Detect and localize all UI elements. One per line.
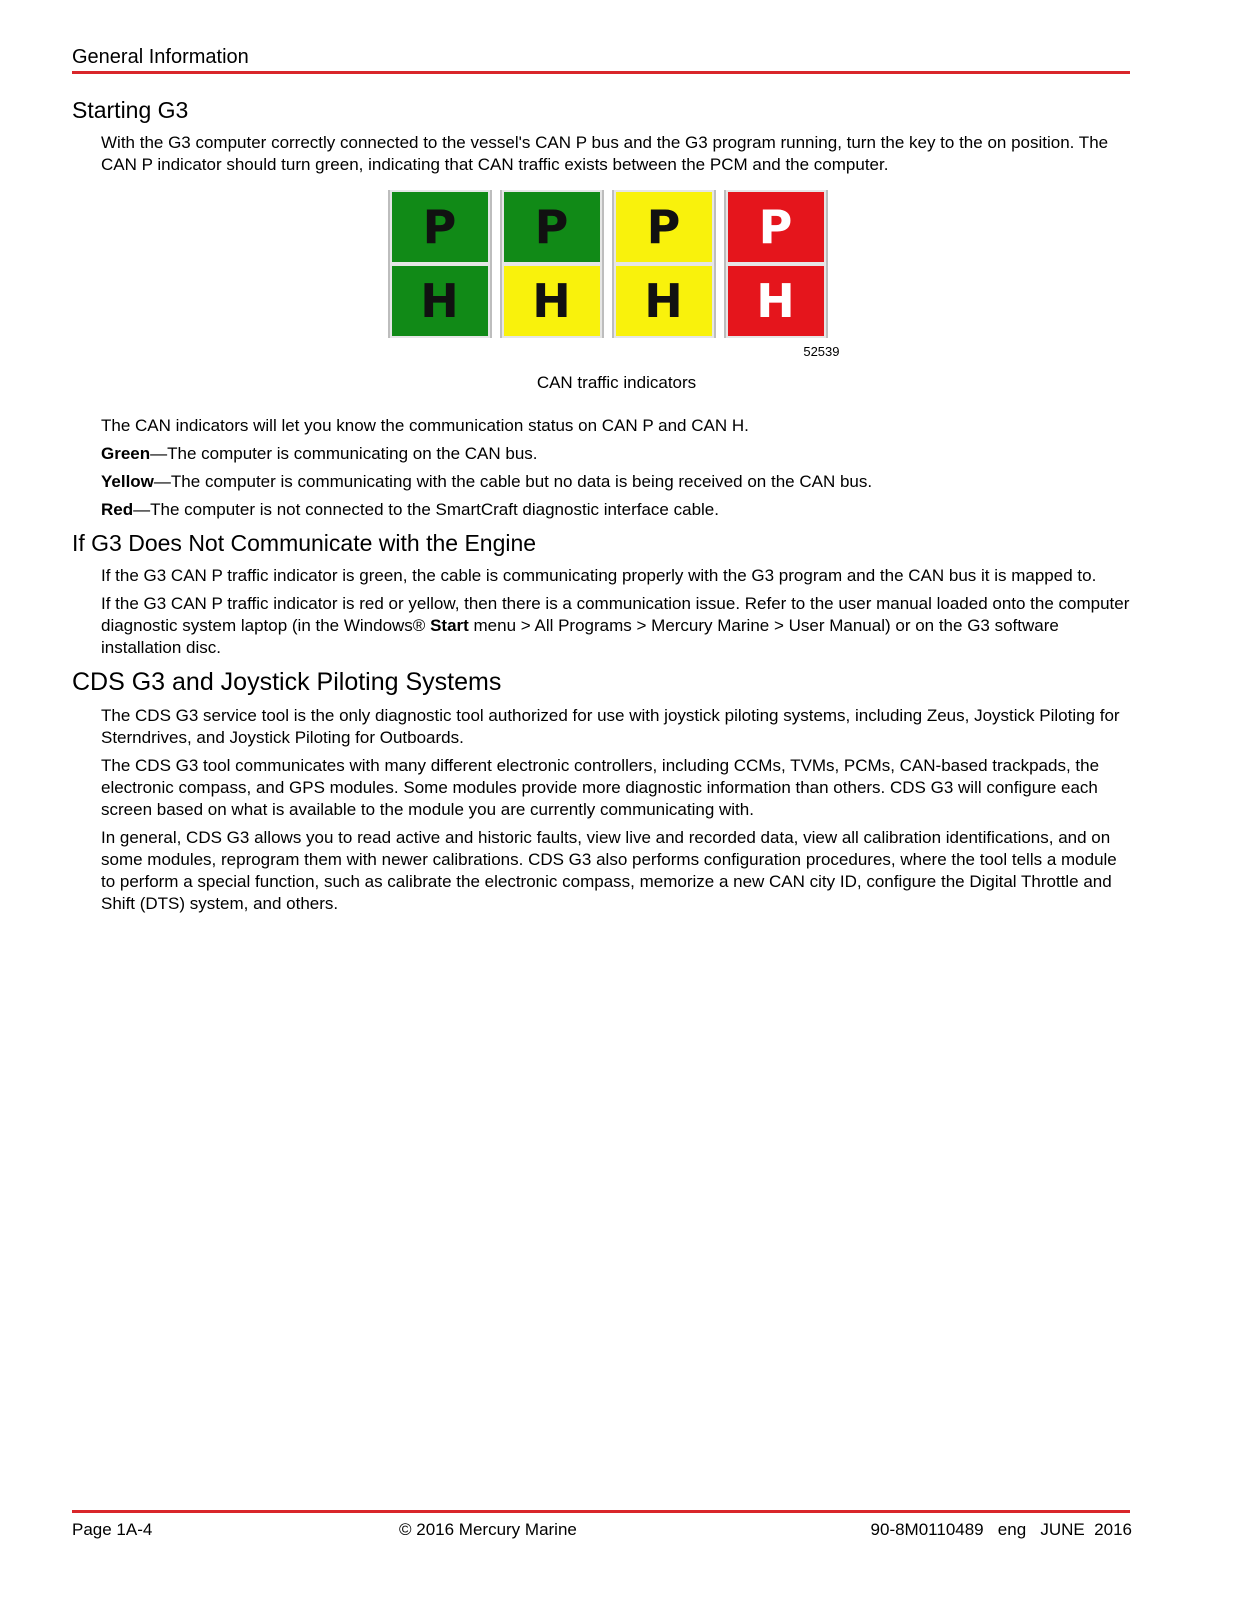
can-traffic-indicators-figure — [388, 190, 848, 359]
not-communicate-p2-end: menu > All Programs > Mercury Marine > User Manual) or on the G3 software installation disc. — [101, 616, 1059, 657]
indicator-tile-p: P — [728, 192, 824, 262]
starting-g3-body — [101, 132, 1132, 521]
indicator-column-3 — [612, 190, 716, 338]
indicator-tile-p: P — [392, 192, 488, 262]
header-rule — [72, 71, 1130, 74]
figure-number: 52539 — [803, 344, 840, 359]
section-not-communicate — [72, 529, 1132, 659]
not-communicate-body — [101, 565, 1132, 659]
joystick-paragraph-3: In general, CDS G3 allows you to read active and historic faults, view live and recorded data, view all calibration identifications, and on some modules, reprogram them with newer calibrations. CDS G3 also performs configuration procedures, where the tool tells a module to perform a special function, such as calibrate the electronic compass, memorize a new CAN city ID, configure the Digital Throttle and Shift (DTS) system, and others. — [101, 828, 1117, 913]
footer-copyright: © 2016 Mercury Marine — [399, 1520, 577, 1539]
running-header-title: General Information — [72, 46, 249, 68]
heading-starting-g3: Starting G3 — [72, 97, 189, 123]
status-green-text: —The computer is communicating on the CAN bus. — [150, 444, 538, 463]
indicator-tile-p: P — [504, 192, 600, 262]
status-yellow — [101, 471, 1132, 493]
status-green-label: Green — [101, 444, 151, 463]
indicator-tile-h: H — [392, 266, 488, 336]
indicator-column-4 — [724, 190, 828, 338]
page-footer — [72, 1520, 1132, 1544]
indicator-tile-h: H — [728, 266, 824, 336]
status-green — [101, 443, 1132, 465]
status-red — [101, 499, 1132, 521]
footer-doc-id: 90-8M0110489 eng JUNE 2016 — [870, 1520, 1132, 1539]
indicator-column-1 — [388, 190, 492, 338]
status-red-label: Red — [101, 500, 134, 519]
footer-rule — [72, 1510, 1130, 1513]
section-starting-g3 — [72, 96, 1132, 521]
heading-not-communicate: If G3 Does Not Communicate with the Engine — [72, 530, 537, 556]
section-joystick — [72, 667, 1132, 915]
not-communicate-p2-start: If the G3 CAN P traffic indicator is red or yellow, then there is a communication issue. Refer to the user manual loaded onto the computer diagnostic system laptop (in the Windows® — [101, 594, 1130, 635]
indicator-tile-h: H — [504, 266, 600, 336]
page-content — [72, 96, 1132, 923]
indicator-column-2 — [500, 190, 604, 338]
status-yellow-label: Yellow — [101, 472, 154, 491]
status-red-text: —The computer is not connected to the SmartCraft diagnostic interface cable. — [133, 500, 719, 519]
heading-joystick: CDS G3 and Joystick Piloting Systems — [72, 668, 502, 696]
starting-intro-paragraph: With the G3 computer correctly connected to the vessel's CAN P bus and the G3 program running, turn the key to the on position. The CAN P indicator should turn green, indicating that CAN traffic exists between the PCM and the computer. — [101, 133, 1109, 174]
indicator-tile-p: P — [616, 192, 712, 262]
joystick-paragraph-2: The CDS G3 tool communicates with many different electronic controllers, including CCMs, TVMs, PCMs, CAN-based trackpads, the electronic compass, and GPS modules. Some modules provide more diagnostic information than others. CDS G3 will configure each screen based on what is available to the module you are currently communicating with. — [101, 756, 1100, 819]
figure-caption: CAN traffic indicators — [536, 373, 697, 392]
status-yellow-text: —The computer is communicating with the cable but no data is being received on the CAN bus. — [153, 472, 873, 491]
joystick-paragraph-1: The CDS G3 service tool is the only diagnostic tool authorized for use with joystick piloting systems, including Zeus, Joystick Piloting for Sterndrives, and Joystick Piloting for Outboards. — [101, 706, 1120, 747]
joystick-body — [101, 705, 1132, 915]
footer-page-number: Page 1A-4 — [72, 1520, 153, 1539]
indicator-tiles — [388, 190, 848, 338]
not-communicate-paragraph-1: If the G3 CAN P traffic indicator is green, the cable is communicating properly with the G3 program and the CAN bus it is mapped to. — [101, 566, 1097, 585]
not-communicate-paragraph-2 — [101, 593, 1132, 659]
status-intro-paragraph: The CAN indicators will let you know the communication status on CAN P and CAN H. — [101, 416, 749, 435]
start-menu-term: Start — [430, 616, 469, 635]
indicator-tile-h: H — [616, 266, 712, 336]
